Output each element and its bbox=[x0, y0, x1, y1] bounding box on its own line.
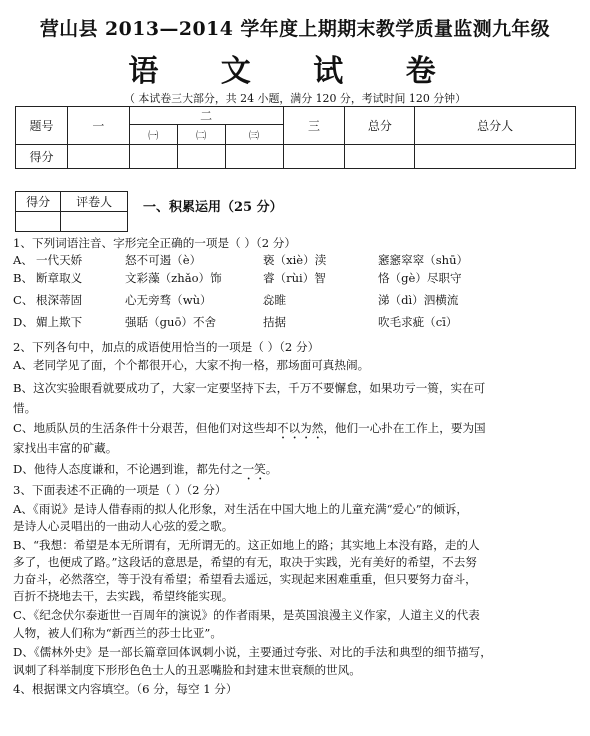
section-heading: 一、积累运用（25 分） bbox=[143, 200, 283, 215]
exam-note: （ 本试卷三大部分，共 24 小题，满分 120 分，考试时间 120 分钟） bbox=[123, 92, 467, 105]
q3-line: 多了，也便成了路。”这段话的意思是，希望的有无，取决于实践，光有美好的希望，不去努 bbox=[13, 555, 477, 569]
q3-line: 人物，被人们称为“新西兰的莎士比亚”。 bbox=[13, 626, 222, 640]
q1-option-c bbox=[13, 292, 588, 308]
option-item: 文彩藻（zhǎo）饰 bbox=[125, 271, 222, 285]
option-item: 怒不可遏（è） bbox=[125, 253, 202, 267]
text: C、地质队员的生活条件十分艰苦，但他们对这些却 bbox=[13, 421, 277, 435]
option-item: 强聒（guō）不舍 bbox=[125, 315, 217, 329]
option-item: 一代天娇 bbox=[36, 253, 83, 267]
grader-score-cell[interactable] bbox=[16, 212, 61, 232]
option-item: 睿（rùi）智 bbox=[263, 271, 326, 285]
score-cell[interactable] bbox=[67, 145, 129, 169]
score-cell[interactable] bbox=[283, 145, 345, 169]
option-item: 拮据 bbox=[263, 315, 287, 329]
q2-option-d bbox=[13, 461, 277, 483]
option-label: D、 bbox=[13, 315, 34, 329]
q1-stem: 1、下列词语注音、字形完全正确的一项是（ ）（2 分） bbox=[13, 236, 296, 250]
q2-option-a: A、老同学见了面，个个都很开心，大家不拘一格，那场面可真热闹。 bbox=[13, 358, 370, 372]
option-label: A、 bbox=[13, 253, 33, 267]
q3-line: A、《雨说》是诗人借春雨的拟人化形象，对生活在中国大地上的儿童充满“爱心”的倾诉， bbox=[13, 502, 468, 516]
option-item: 恪（gè）尽职守 bbox=[378, 271, 462, 285]
option-item: 窸窸窣窣（shū） bbox=[378, 253, 469, 267]
q1-option-a bbox=[13, 252, 588, 268]
score-cell[interactable] bbox=[129, 145, 177, 169]
q3-stem: 3、下面表述不正确的一项是（ ）（2 分） bbox=[13, 483, 227, 497]
q3-line: 讽刺了科举制度下形形色色士人的丑恶嘴脸和封建末世衰颓的世风。 bbox=[13, 663, 361, 677]
q4-stem: 4、根据课文内容填空。（6 分，每空 1 分） bbox=[13, 682, 238, 696]
text: ，他们一心扑在工作上，要为国 bbox=[323, 421, 486, 435]
score-table-col-three: 三 bbox=[283, 107, 345, 145]
score-cell[interactable] bbox=[225, 145, 283, 169]
q2-option-c-cont: 家找出丰富的矿藏。 bbox=[13, 441, 118, 455]
q2-option-c bbox=[13, 420, 486, 442]
score-table-col-one: 一 bbox=[67, 107, 129, 145]
option-label: B、 bbox=[13, 271, 34, 285]
score-table-sub-col: ㈠ bbox=[129, 125, 177, 145]
score-table-sub-col: ㈡ bbox=[177, 125, 225, 145]
grader-reviewer-cell[interactable] bbox=[61, 212, 128, 232]
option-item: 惢睢 bbox=[263, 293, 287, 307]
score-table-sub-col: ㈢ bbox=[225, 125, 283, 145]
option-item: 心无旁骛（wù） bbox=[125, 293, 212, 307]
option-item: 媚上欺下 bbox=[36, 315, 83, 329]
score-cell[interactable] bbox=[415, 145, 576, 169]
subject-title: 语 文 试 卷 bbox=[128, 54, 462, 89]
option-item: 断章取义 bbox=[36, 271, 83, 285]
emphasized-idiom: 不以为然 bbox=[276, 421, 324, 435]
q3-line: 百折不挠地去干，去实践，希望终能实现。 bbox=[13, 589, 234, 603]
q3-line: 是诗人心灵唱出的一曲动人心弦的爱之歌。 bbox=[13, 519, 234, 533]
q3-line: 力奋斗，必然落空，等于没有希望；希望看去遥远，实现起来困难重重，但只要努力奋斗， bbox=[13, 572, 477, 586]
score-table-col-reviewer: 总分人 bbox=[415, 107, 576, 145]
option-item: 吹毛求疵（cī） bbox=[378, 315, 458, 329]
q2-stem: 2、下列各句中，加点的成语使用恰当的一项是（ ）（2 分） bbox=[13, 340, 320, 354]
score-table-row-label: 得分 bbox=[16, 145, 68, 169]
score-table-col-two: 二 bbox=[129, 107, 283, 125]
exam-title: 营山县 2013—2014 学年度上期期末教学质量监测九年级 bbox=[39, 18, 551, 40]
text: D、他待人态度谦和，不论遇到谁，都先付之 bbox=[13, 462, 243, 476]
emphasized-idiom: 一笑 bbox=[242, 462, 266, 476]
q2-option-b: B、这次实验眼看就要成功了，大家一定要坚持下去，千万不要懈怠，如果功亏一篑，实在可 bbox=[13, 381, 486, 395]
q2-option-b-cont: 惜。 bbox=[13, 401, 37, 415]
option-item: 亵（xiè）渎 bbox=[263, 253, 327, 267]
grader-score-label: 得分 bbox=[16, 192, 61, 212]
q1-option-d bbox=[13, 314, 588, 330]
score-table bbox=[15, 106, 576, 169]
q3-line: C、《纪念伏尔泰逝世一百周年的演说》的作者雨果，是英国浪漫主义作家，人道主义的代表 bbox=[13, 608, 480, 622]
option-item: 根深蒂固 bbox=[36, 293, 83, 307]
score-cell[interactable] bbox=[345, 145, 415, 169]
q1-option-b bbox=[13, 270, 588, 286]
grader-reviewer-label: 评卷人 bbox=[61, 192, 128, 212]
option-label: C、 bbox=[13, 293, 34, 307]
q3-line: B、“我想：希望是本无所谓有，无所谓无的。这正如地上的路；其实地上本没有路，走的人 bbox=[13, 538, 480, 552]
score-cell[interactable] bbox=[177, 145, 225, 169]
section-grader-table bbox=[15, 191, 128, 232]
score-table-header-question: 题号 bbox=[16, 107, 68, 145]
text: 。 bbox=[265, 462, 278, 476]
score-table-col-total: 总分 bbox=[345, 107, 415, 145]
q3-line: D、《儒林外史》是一部长篇章回体讽刺小说，主要通过夸张、对比的手法和典型的细节描写， bbox=[13, 645, 492, 659]
option-item: 涕（dì）泗横流 bbox=[378, 293, 459, 307]
